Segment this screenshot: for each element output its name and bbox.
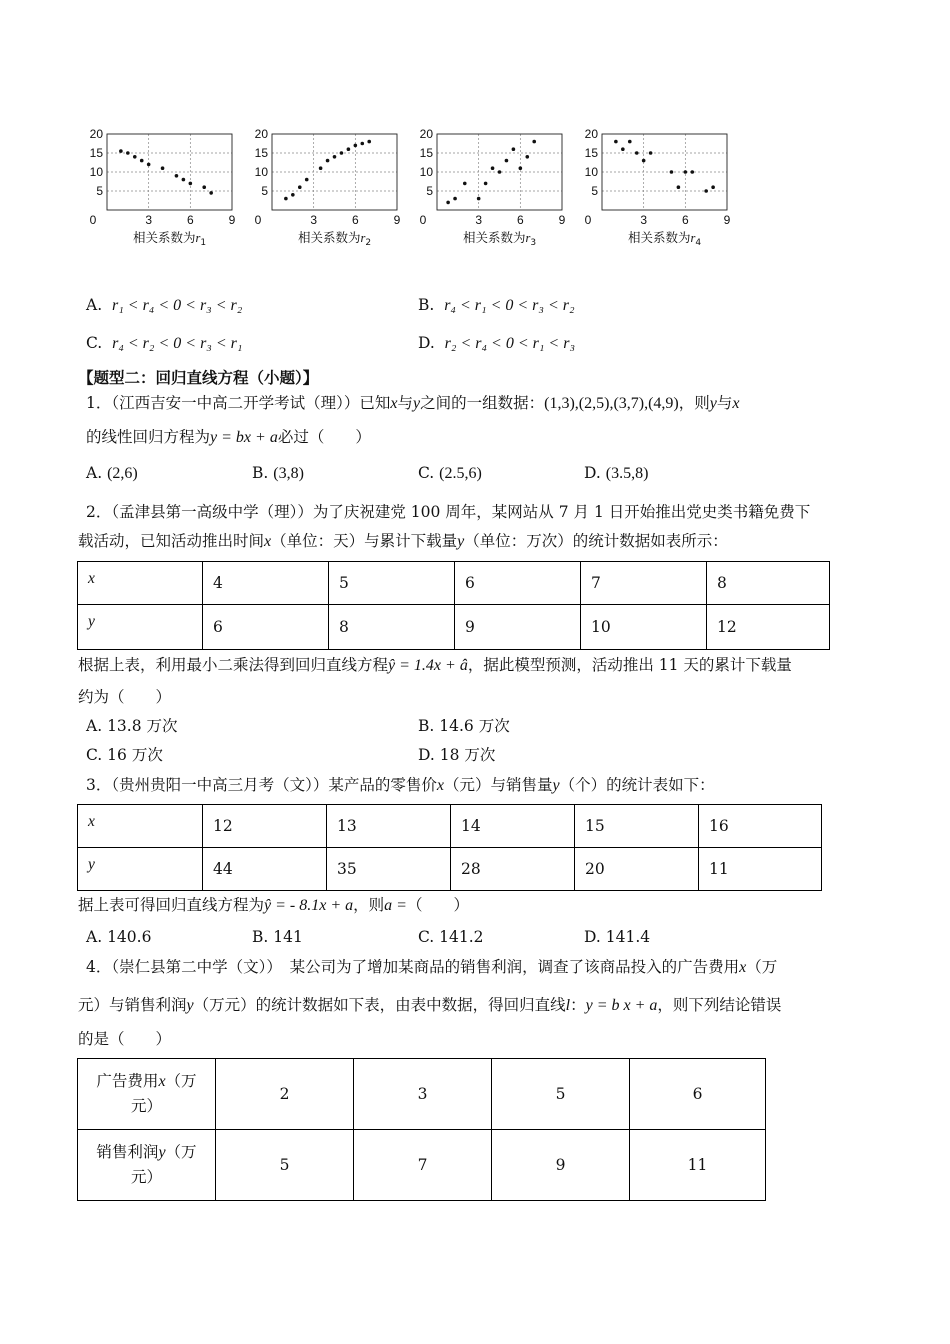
scatter-plot-4: [580, 128, 740, 246]
x-tick-label: 9: [558, 213, 566, 227]
option-a[interactable]: A. r₁ < r₄ < 0 < r₃ < r₂: [86, 296, 243, 314]
table-cell: 12: [707, 605, 830, 650]
q2-option-c[interactable]: C. 16 万次: [86, 746, 163, 764]
scatter-point: [209, 191, 213, 195]
table-cell: 12: [203, 805, 327, 848]
q2-table: [77, 561, 830, 650]
scatter-point: [677, 185, 681, 189]
y-tick-label: 10: [584, 165, 598, 179]
y-tick-label: 10: [89, 165, 103, 179]
q1-line2: 的线性回归方程为y = bx + a必过（ ）: [86, 428, 371, 446]
q4-line2: 元）与销售利润y（万元）的统计数据如下表，由表中数据，得回归直线l：y = b x + a，则下列结论错误: [78, 996, 782, 1014]
q2-option-b[interactable]: B. 14.6 万次: [418, 717, 510, 735]
q2-after-line1: 根据上表，利用最小二乘法得到回归直线方程ŷ = 1.4x + â，据此模型预测，活动推出 11 天的累计下载量: [78, 656, 792, 674]
scatter-point: [333, 155, 337, 159]
table-cell: x: [78, 805, 203, 848]
x-tick-label: 0: [89, 213, 97, 227]
y-tick-label: 10: [419, 165, 433, 179]
table-row: [78, 805, 822, 848]
scatter-point: [298, 185, 302, 189]
x-tick-label: 3: [640, 213, 648, 227]
table-header-cell: 销售利润y（万 元）: [78, 1130, 216, 1201]
scatter-point: [446, 201, 450, 205]
scatter-plot-3: [415, 128, 575, 246]
scatter-point: [347, 147, 351, 151]
scatter-point: [525, 155, 529, 159]
q3-table: [77, 804, 822, 891]
scatter-point: [463, 182, 467, 186]
scatter-point: [140, 159, 144, 163]
table-cell: 6: [455, 562, 581, 605]
table-header-cell: 广告费用x（万 元）: [78, 1059, 216, 1130]
x-tick-label: 6: [516, 213, 524, 227]
table-cell: 9: [492, 1130, 630, 1201]
table-row: [78, 562, 830, 605]
x-tick-label: 9: [723, 213, 731, 227]
q1-option-b[interactable]: B. (3,8): [252, 464, 304, 482]
scatter-point: [126, 151, 130, 155]
scatter-point: [284, 197, 288, 201]
y-tick-label: 20: [89, 128, 103, 141]
scatter-point: [704, 189, 708, 193]
option-c[interactable]: C. r₄ < r₂ < 0 < r₃ < r₁: [86, 334, 243, 352]
q4-line1: 4．（崇仁县第二中学（文）） 某公司为了增加某商品的销售利润，调查了该商品投入的广告费用x（万: [86, 958, 778, 976]
q2-after-line2: 约为（ ）: [78, 688, 172, 706]
plot-frame: [107, 134, 232, 210]
x-tick-label: 6: [681, 213, 689, 227]
table-cell: 11: [630, 1130, 766, 1201]
scatter-point: [711, 185, 715, 189]
table-cell: 6: [203, 605, 329, 650]
table-cell: 16: [699, 805, 822, 848]
q1-option-c[interactable]: C. (2.5,6): [418, 464, 482, 482]
table-cell: 28: [451, 848, 575, 891]
y-tick-label: 15: [419, 146, 433, 160]
scatter-point: [147, 163, 151, 167]
scatter-point: [319, 166, 323, 170]
y-tick-label: 15: [584, 146, 598, 160]
q4-table: [77, 1058, 766, 1201]
scatter-point: [614, 140, 618, 144]
scatter-point: [360, 142, 364, 146]
scatter-point: [326, 159, 330, 163]
table-row: [78, 1059, 766, 1130]
scatter-point: [684, 170, 688, 174]
x-tick-label: 6: [351, 213, 359, 227]
table-row: [78, 605, 830, 650]
q3-after-line: 据上表可得回归直线方程为ŷ = - 8.1x + a，则a =（ ）: [78, 896, 469, 914]
plot-caption: 相关系数为$r_4$: [627, 230, 702, 246]
scatter-point: [642, 159, 646, 163]
x-tick-label: 3: [475, 213, 483, 227]
q3-option-b[interactable]: B. 141: [252, 928, 303, 946]
scatter-point: [512, 147, 516, 151]
scatter-point: [498, 170, 502, 174]
q2-line1: 2．（孟津县第一高级中学（理））为了庆祝建党 100 周年，某网站从 7 月 1 日开始推出党史类书籍免费下: [86, 503, 811, 521]
y-tick-label: 20: [254, 128, 268, 141]
q3-option-c[interactable]: C. 141.2: [418, 928, 484, 946]
scatter-point: [670, 170, 674, 174]
q3-line1: 3．（贵州贵阳一中高三月考（文））某产品的零售价x（元）与销售量y（个）的统计表如下：: [86, 776, 715, 794]
scatter-point: [519, 166, 523, 170]
table-cell: 35: [327, 848, 451, 891]
plot-caption: 相关系数为$r_1$: [132, 230, 207, 246]
table-cell: 7: [354, 1130, 492, 1201]
scatter-point: [340, 151, 344, 155]
table-cell: 8: [329, 605, 455, 650]
option-b[interactable]: B. r₄ < r₁ < 0 < r₃ < r₂: [418, 296, 575, 314]
table-cell: 11: [699, 848, 822, 891]
q3-option-a[interactable]: A. 140.6: [86, 928, 152, 946]
x-tick-label: 3: [145, 213, 153, 227]
q1-option-d[interactable]: D. (3.5,8): [584, 464, 649, 482]
scatter-plot-2: [250, 128, 410, 246]
y-tick-label: 20: [584, 128, 598, 141]
scatter-point: [505, 159, 509, 163]
table-cell: y: [78, 605, 203, 650]
scatter-point: [628, 140, 632, 144]
table-cell: 44: [203, 848, 327, 891]
scatter-point: [175, 174, 179, 178]
table-cell: x: [78, 562, 203, 605]
scatter-point: [182, 178, 186, 182]
x-tick-label: 0: [419, 213, 427, 227]
q4-line3: 的是（ ）: [78, 1030, 172, 1048]
x-tick-label: 9: [228, 213, 236, 227]
table-cell: 10: [581, 605, 707, 650]
x-tick-label: 3: [310, 213, 318, 227]
scatter-point: [491, 166, 495, 170]
table-cell: 8: [707, 562, 830, 605]
y-tick-label: 5: [96, 184, 103, 198]
scatter-point: [635, 151, 639, 155]
y-tick-label: 20: [419, 128, 433, 141]
table-cell: 5: [492, 1059, 630, 1130]
scatter-point: [133, 155, 137, 159]
y-tick-label: 5: [591, 184, 598, 198]
table-cell: 13: [327, 805, 451, 848]
table-cell: y: [78, 848, 203, 891]
plot-caption: 相关系数为$r_2$: [297, 230, 372, 246]
scatter-point: [354, 144, 358, 148]
table-row: [78, 1130, 766, 1201]
table-cell: 9: [455, 605, 581, 650]
q2-option-a[interactable]: A. 13.8 万次: [86, 717, 178, 735]
scatter-point: [484, 182, 488, 186]
table-cell: 14: [451, 805, 575, 848]
table-cell: 15: [575, 805, 699, 848]
x-tick-label: 6: [186, 213, 194, 227]
table-row: [78, 848, 822, 891]
scatter-point: [161, 166, 165, 170]
scatter-point: [189, 182, 193, 186]
y-tick-label: 5: [426, 184, 433, 198]
scatter-point: [690, 170, 694, 174]
table-cell: 20: [575, 848, 699, 891]
table-cell: 6: [630, 1059, 766, 1130]
q2-option-d[interactable]: D. 18 万次: [418, 746, 496, 764]
scatter-point: [305, 178, 309, 182]
table-cell: 2: [216, 1059, 354, 1130]
scatter-point: [477, 197, 481, 201]
section-title: 【题型二：回归直线方程（小题）】: [78, 368, 319, 387]
scatter-point: [291, 193, 295, 197]
plot-frame: [272, 134, 397, 210]
x-tick-label: 9: [393, 213, 401, 227]
x-tick-label: 0: [254, 213, 262, 227]
y-tick-label: 15: [254, 146, 268, 160]
scatter-point: [202, 185, 206, 189]
table-cell: 5: [216, 1130, 354, 1201]
q1-line1: 1．（江西吉安一中高二开学考试（理））已知x与y之间的一组数据：(1,3),(2,5),(3,7),(4,9)，则y与x: [86, 394, 740, 412]
q3-option-d[interactable]: D. 141.4: [584, 928, 651, 946]
y-tick-label: 10: [254, 165, 268, 179]
q1-option-a[interactable]: A. (2,6): [86, 464, 138, 482]
q2-line2: 载活动，已知活动推出时间x（单位：天）与累计下载量y（单位：万次）的统计数据如表所示：: [78, 532, 728, 550]
y-tick-label: 5: [261, 184, 268, 198]
scatter-point: [532, 140, 536, 144]
scatter-point: [453, 197, 457, 201]
table-cell: 4: [203, 562, 329, 605]
scatter-point: [649, 151, 653, 155]
x-tick-label: 0: [584, 213, 592, 227]
plot-caption: 相关系数为$r_3$: [462, 230, 537, 246]
plot-frame: [602, 134, 727, 210]
table-cell: 7: [581, 562, 707, 605]
y-tick-label: 15: [89, 146, 103, 160]
table-cell: 3: [354, 1059, 492, 1130]
table-cell: 5: [329, 562, 455, 605]
option-d[interactable]: D. r₂ < r₄ < 0 < r₁ < r₃: [418, 334, 576, 352]
scatter-plot-1: [85, 128, 245, 246]
scatter-point: [621, 147, 625, 151]
scatter-point: [367, 140, 371, 144]
scatter-point: [119, 149, 123, 153]
